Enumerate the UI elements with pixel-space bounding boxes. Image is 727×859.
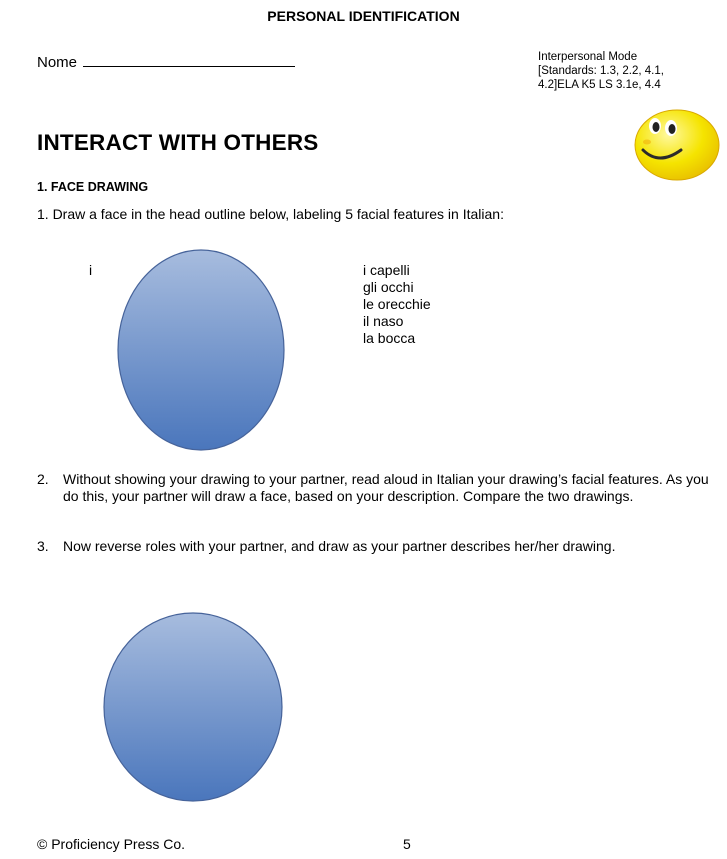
smiley-face-icon xyxy=(633,108,721,182)
step-number: 3. xyxy=(37,538,49,554)
page-title: PERSONAL IDENTIFICATION xyxy=(267,8,460,24)
step-item xyxy=(37,471,717,505)
standards-note xyxy=(538,50,723,92)
step-text: Now reverse roles with your partner, and draw as your partner describes her/her drawing. xyxy=(63,538,616,554)
feature-item: il naso xyxy=(363,313,404,329)
exercise-subheading: 1. FACE DRAWING xyxy=(37,180,149,194)
example-label: i xyxy=(89,262,93,278)
name-blank-line[interactable] xyxy=(83,52,295,67)
standards-line-3: 4.2]ELA K5 LS 3.1e, 4.4 xyxy=(538,79,661,91)
standards-line-2: [Standards: 1.3, 2.2, 4.1, xyxy=(538,65,664,77)
facial-features-list xyxy=(363,262,431,347)
feature-item: gli occhi xyxy=(363,279,414,295)
step-number: 2. xyxy=(37,471,49,487)
instruction-steps xyxy=(37,471,717,555)
section-title: INTERACT WITH OTHERS xyxy=(37,130,319,155)
partner-head-outline-drawing-area[interactable] xyxy=(102,611,284,803)
step-text: Without showing your drawing to your partner, read aloud in Italian your drawing’s facial features. As you do this, your partner will draw a face, based on your description. Compare the two drawings. xyxy=(63,471,709,504)
copyright-footer: © Proficiency Press Co. xyxy=(37,836,186,852)
feature-item: i capelli xyxy=(363,262,410,278)
feature-item: le orecchie xyxy=(363,296,431,312)
standards-line-1: Interpersonal Mode xyxy=(538,51,638,63)
head-outline-drawing-area[interactable] xyxy=(116,248,286,452)
instruction-1: 1. Draw a face in the head outline below, labeling 5 facial features in Italian: xyxy=(37,206,504,222)
page-number: 5 xyxy=(403,836,411,852)
feature-item: la bocca xyxy=(363,330,416,346)
step-item xyxy=(37,538,717,555)
name-field-row xyxy=(37,52,295,71)
name-label: Nome xyxy=(37,54,78,71)
